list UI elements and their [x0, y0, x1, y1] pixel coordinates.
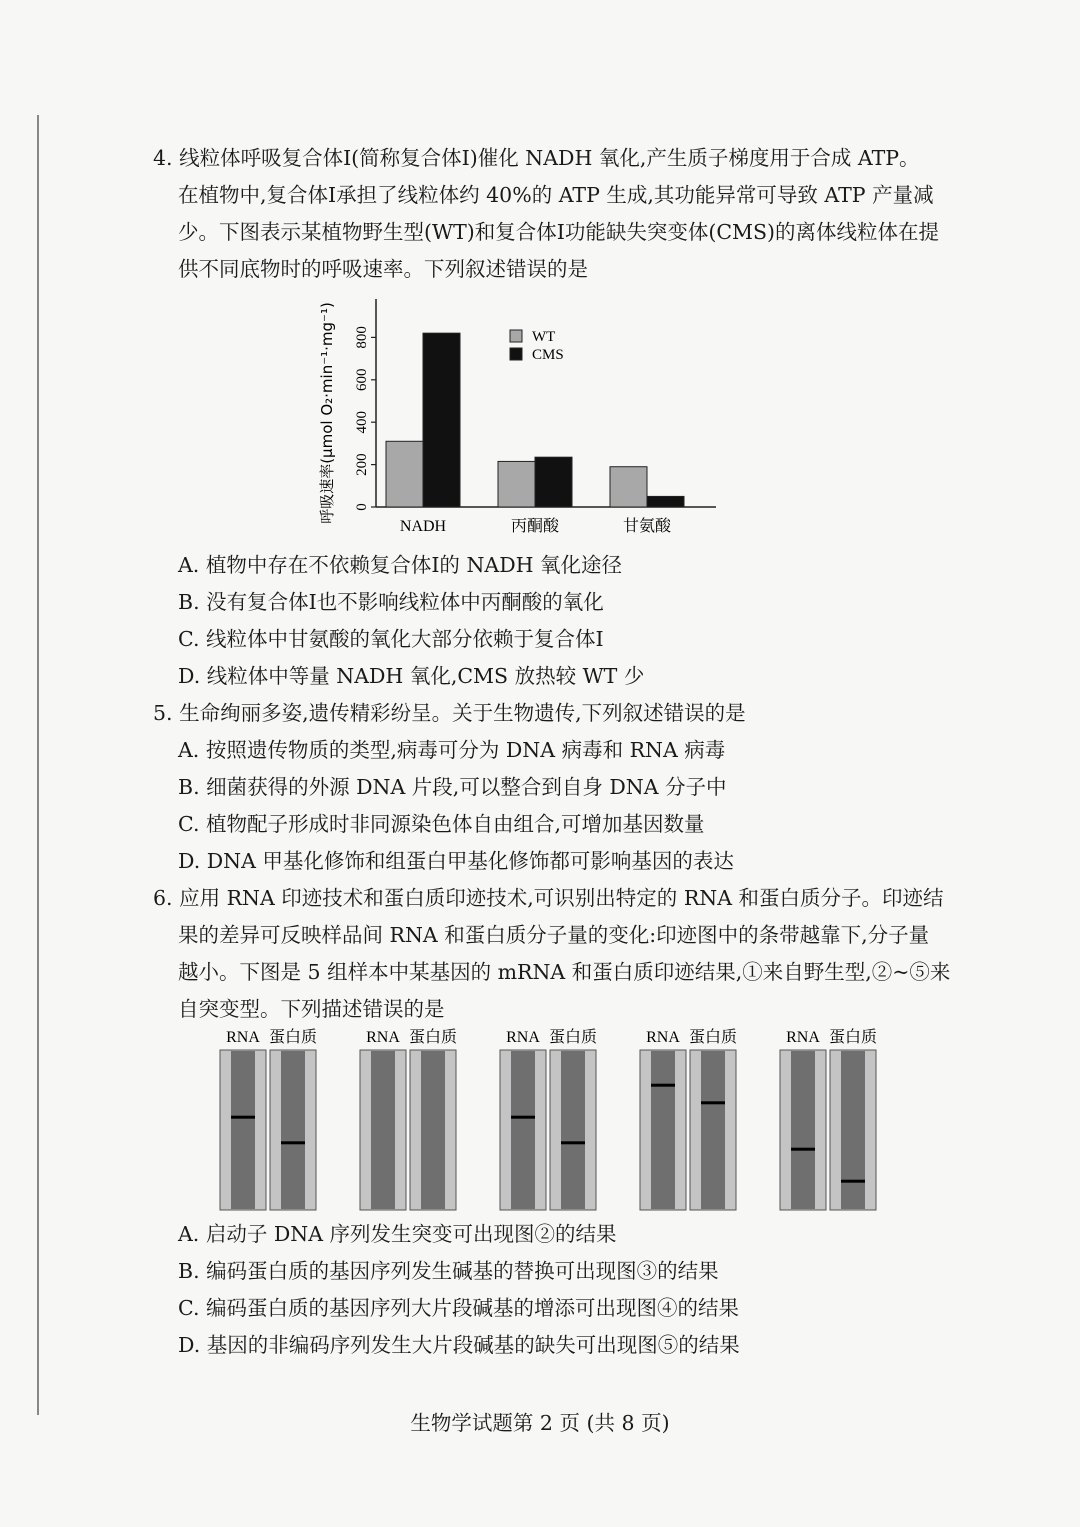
q5-stem-line-1: 5. 生命绚丽多姿,遗传精彩纷呈。关于生物遗传,下列叙述错误的是	[153, 701, 746, 725]
q4-stem-line-4: 供不同底物时的呼吸速率。下列叙述错误的是	[178, 257, 588, 281]
protein-header-4: 蛋白质	[688, 1027, 738, 1046]
y-tick-label-3: 600	[354, 368, 370, 392]
x-tick-label-2: 甘氨酸	[622, 518, 672, 535]
q6-option-a[interactable]: A. 启动子 DNA 序列发生突变可出现图②的结果	[178, 1222, 617, 1246]
bar-WT-0	[386, 441, 423, 507]
y-tick-label-1: 200	[354, 453, 370, 476]
protein-lane-3	[561, 1051, 585, 1209]
q4-option-b[interactable]: B. 没有复合体Ⅰ也不影响线粒体中丙酮酸的氧化	[178, 590, 604, 614]
rna-header-2: RNA	[366, 1029, 400, 1046]
rna-header-4: RNA	[646, 1029, 680, 1046]
legend-swatch-CMS	[510, 348, 522, 360]
q4-stem-line-2: 在植物中,复合体Ⅰ承担了线粒体约 40%的 ATP 生成,其功能异常可导致 ATP 产量减	[178, 183, 934, 207]
bar-CMS-0	[423, 333, 460, 507]
y-axis-label: 呼吸速率(μmol O₂·min⁻¹·mg⁻¹)	[318, 302, 336, 524]
protein-band-4	[701, 1101, 725, 1104]
bar-CMS-2	[647, 496, 684, 507]
q4-stem-line-1: 4. 线粒体呼吸复合体Ⅰ(简称复合体Ⅰ)催化 NADH 氧化,产生质子梯度用于合成 ATP。	[153, 146, 920, 170]
blot-figure	[210, 1020, 900, 1220]
q4-option-c[interactable]: C. 线粒体中甘氨酸的氧化大部分依赖于复合体Ⅰ	[178, 627, 604, 651]
page-footer: 生物学试题第 2 页 (共 8 页)	[410, 1411, 670, 1435]
legend-label-WT: WT	[532, 329, 556, 345]
rna-header-5: RNA	[786, 1029, 820, 1046]
y-tick-label-2: 400	[354, 410, 370, 434]
binding-margin-line	[37, 115, 39, 1415]
rna-band-5	[791, 1148, 815, 1151]
rna-lane-5	[791, 1051, 815, 1209]
rna-lane-4	[651, 1051, 675, 1209]
q6-option-c[interactable]: C. 编码蛋白质的基因序列大片段碱基的增添可出现图④的结果	[178, 1296, 739, 1320]
rna-band-4	[651, 1084, 675, 1087]
q5-option-c[interactable]: C. 植物配子形成时非同源染色体自由组合,可增加基因数量	[178, 812, 705, 836]
q6-stem-line-2: 果的差异可反映样品间 RNA 和蛋白质分子量的变化:印迹图中的条带越靠下,分子量	[178, 923, 930, 947]
protein-header-3: 蛋白质	[548, 1027, 598, 1046]
protein-header-1: 蛋白质	[268, 1027, 318, 1046]
protein-lane-4	[701, 1051, 725, 1209]
protein-lane-2	[421, 1051, 445, 1209]
q4-option-d[interactable]: D. 线粒体中等量 NADH 氧化,CMS 放热较 WT 少	[178, 664, 645, 688]
rna-lane-2	[371, 1051, 395, 1209]
q6-stem-line-1: 6. 应用 RNA 印迹技术和蛋白质印迹技术,可识别出特定的 RNA 和蛋白质分子。印迹结	[153, 886, 944, 910]
x-tick-label-0: NADH	[399, 518, 447, 535]
protein-header-5: 蛋白质	[828, 1027, 878, 1046]
bar-WT-1	[498, 461, 535, 507]
protein-band-1	[281, 1141, 305, 1144]
q4-option-a[interactable]: A. 植物中存在不依赖复合体Ⅰ的 NADH 氧化途径	[178, 553, 623, 577]
rna-band-1	[231, 1116, 255, 1119]
y-tick-label-4: 800	[354, 326, 370, 349]
q6-option-d[interactable]: D. 基因的非编码序列发生大片段碱基的缺失可出现图⑤的结果	[178, 1333, 740, 1357]
legend-label-CMS: CMS	[532, 347, 564, 363]
rna-lane-3	[511, 1051, 535, 1209]
protein-band-3	[561, 1141, 585, 1144]
protein-band-5	[841, 1180, 865, 1183]
legend-swatch-WT	[510, 330, 522, 342]
q6-stem-line-4: 自突变型。下列描述错误的是	[178, 997, 445, 1021]
q5-option-d[interactable]: D. DNA 甲基化修饰和组蛋白甲基化修饰都可影响基因的表达	[178, 849, 734, 873]
rna-header-3: RNA	[506, 1029, 540, 1046]
q6-option-b[interactable]: B. 编码蛋白质的基因序列发生碱基的替换可出现图③的结果	[178, 1259, 719, 1283]
q5-option-a[interactable]: A. 按照遗传物质的类型,病毒可分为 DNA 病毒和 RNA 病毒	[178, 738, 726, 762]
respiration-rate-chart	[310, 285, 740, 545]
rna-lane-1	[231, 1051, 255, 1209]
q5-option-b[interactable]: B. 细菌获得的外源 DNA 片段,可以整合到自身 DNA 分子中	[178, 775, 727, 799]
bar-WT-2	[610, 467, 647, 507]
rna-header-1: RNA	[226, 1029, 260, 1046]
bar-CMS-1	[535, 457, 572, 507]
protein-lane-5	[841, 1051, 865, 1209]
q4-stem-line-3: 少。下图表示某植物野生型(WT)和复合体Ⅰ功能缺失突变体(CMS)的离体线粒体在提	[178, 220, 940, 244]
y-tick-label-0: 0	[354, 503, 370, 511]
q6-stem-line-3: 越小。下图是 5 组样本中某基因的 mRNA 和蛋白质印迹结果,①来自野生型,②~⑤来	[178, 960, 951, 984]
protein-header-2: 蛋白质	[408, 1027, 458, 1046]
x-tick-label-1: 丙酮酸	[510, 518, 560, 535]
protein-lane-1	[281, 1051, 305, 1209]
rna-band-3	[511, 1116, 535, 1119]
